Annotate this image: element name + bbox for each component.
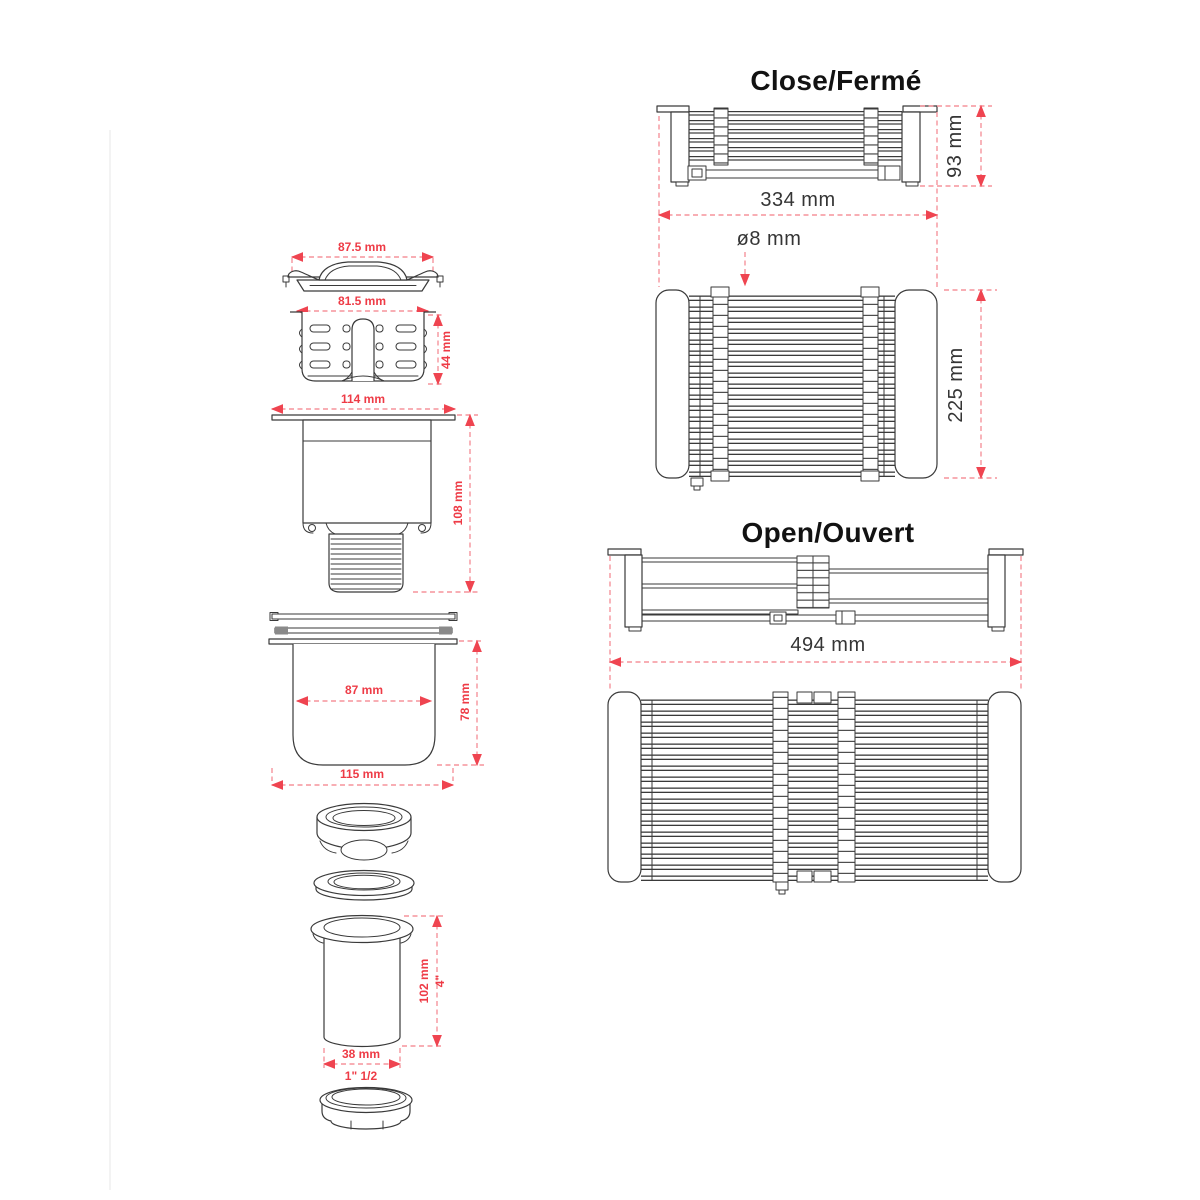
label-open-width: 494 mm: [790, 634, 866, 656]
label-closed-width: 334 mm: [760, 189, 836, 211]
drain-knob: [691, 478, 703, 486]
gasket-hatch-left: [275, 627, 288, 635]
dim-closed-height: [920, 106, 992, 186]
sealing-washer: [314, 871, 414, 901]
drain-knob-open: [776, 882, 788, 890]
rack-open-side-view: [608, 549, 1023, 631]
bottom-ring: [320, 1088, 412, 1130]
label-basket-height: 44 mm: [439, 330, 453, 370]
label-rod-diameter: ø8 mm: [736, 228, 802, 250]
dim-basket-height: [428, 315, 453, 384]
rack-rods-top-open: [641, 700, 988, 882]
dim-tailpiece-diameter: [324, 1047, 400, 1083]
open-title: Open/Ouvert: [741, 517, 915, 548]
strainer-cap: [283, 262, 443, 291]
label-cup-width: 115 mm: [339, 767, 385, 781]
cup-body: [269, 639, 457, 765]
label-basket-width: 81.5 mm: [337, 294, 387, 308]
dim-drain-body-width: [272, 392, 455, 409]
label-body-height: 108 mm: [451, 480, 465, 526]
label-body-width: 114 mm: [340, 392, 386, 406]
dim-closed-depth: [944, 290, 997, 478]
dim-cup-height: [437, 641, 484, 765]
gasket-hatch-right: [439, 627, 452, 635]
flat-gasket: [270, 613, 457, 621]
dim-tailpiece-height: [402, 916, 447, 1046]
label-cup-inner-width: 87 mm: [344, 683, 384, 697]
label-tailpiece-height-in: 4": [433, 974, 447, 988]
rack-open-top-view: [608, 692, 1021, 894]
rack-open-view: [608, 517, 1023, 894]
closed-title: Close/Fermé: [750, 65, 922, 96]
rack-closed-view: [656, 65, 997, 490]
drain-exploded-view: [269, 240, 484, 1129]
tailpiece-tube: [311, 916, 413, 1047]
label-tailpiece-diameter-in: 1" 1/2: [344, 1069, 378, 1083]
label-closed-depth: 225 mm: [945, 347, 967, 423]
dim-cup-width: [272, 767, 453, 785]
label-tailpiece-height-mm: 102 mm: [417, 958, 431, 1004]
dim-basket-width: [297, 294, 428, 311]
lock-nut: [317, 804, 411, 861]
label-closed-height: 93 mm: [944, 114, 966, 178]
rack-closed-top-view: [656, 287, 937, 490]
rack-closed-side-view: [657, 106, 937, 186]
strainer-basket: [290, 312, 436, 381]
label-cap-width: 87.5 mm: [337, 240, 387, 254]
label-cup-height: 78 mm: [458, 682, 472, 722]
label-tailpiece-diameter-mm: 38 mm: [341, 1047, 381, 1061]
dim-rod-diameter: [737, 228, 802, 285]
rubber-gasket: [275, 627, 452, 635]
drain-body: [272, 415, 455, 592]
